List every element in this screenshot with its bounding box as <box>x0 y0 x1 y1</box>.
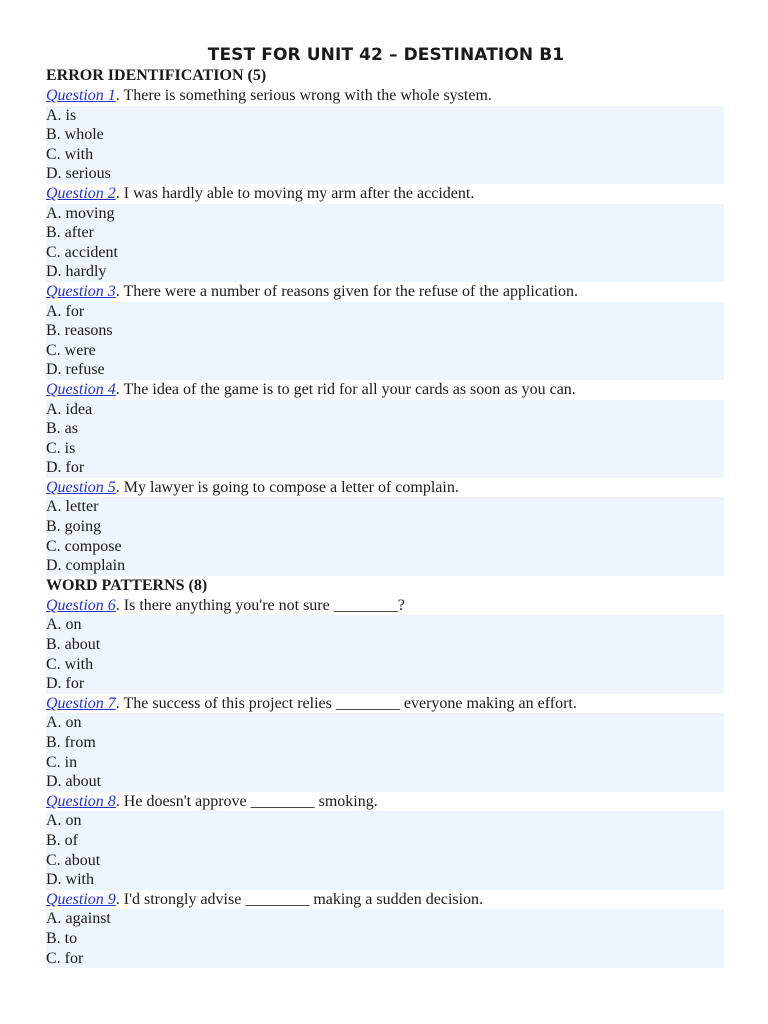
test-document <box>46 44 724 968</box>
option-b: B. from <box>46 734 96 751</box>
question-stem <box>46 478 724 498</box>
question-text: . He doesn't approve ________ smoking. <box>115 792 378 810</box>
option-b: B. after <box>46 224 94 242</box>
question-link[interactable]: Question 7 <box>46 694 116 712</box>
option-b: B. to <box>46 929 78 947</box>
option-a: A. against <box>46 910 111 928</box>
question-block <box>46 596 724 694</box>
options-list <box>46 400 724 478</box>
option-d: D. refuse <box>46 361 105 379</box>
question-link[interactable]: Question 8 <box>46 792 116 810</box>
section-heading: ERROR IDENTIFICATION (5) <box>46 67 267 84</box>
question-link[interactable]: Question 9 <box>46 890 116 908</box>
question-block <box>46 478 724 576</box>
option-d: D. complain <box>46 557 126 575</box>
option-c: C. for <box>46 949 84 967</box>
option-b: B. going <box>46 518 102 536</box>
section-word-patterns <box>46 576 724 968</box>
option-d: D. about <box>46 773 102 791</box>
options-list <box>46 615 724 693</box>
question-stem <box>46 86 724 106</box>
question-link[interactable]: Question 3 <box>46 282 116 300</box>
question-link[interactable]: Question 2 <box>46 184 116 202</box>
option-d: D. serious <box>46 165 111 183</box>
question-block <box>46 792 724 890</box>
question-block <box>46 282 724 380</box>
option-b: B. as <box>46 420 78 438</box>
question-text: . The success of this project relies ________ everyone making an effort. <box>115 694 577 712</box>
option-d: D. for <box>46 459 85 477</box>
option-a: A. on <box>46 714 82 732</box>
option-c: C. accident <box>46 243 118 261</box>
option-b: B. whole <box>46 126 104 144</box>
option-b: B. about <box>46 636 101 654</box>
question-block <box>46 184 724 282</box>
option-a: A. is <box>46 106 77 124</box>
question-text: . There is something serious wrong with the whole system. <box>115 87 492 104</box>
option-c: C. with <box>46 145 94 163</box>
question-link[interactable]: Question 5 <box>46 478 116 496</box>
option-d: D. with <box>46 871 94 889</box>
question-text: . My lawyer is going to compose a letter of complain. <box>115 478 459 496</box>
question-block <box>46 890 724 968</box>
question-link[interactable]: Question 6 <box>46 596 116 614</box>
question-text: . I'd strongly advise ________ making a sudden decision. <box>115 890 484 908</box>
question-link[interactable]: Question 4 <box>46 380 116 398</box>
options-list <box>46 106 724 184</box>
question-stem <box>46 890 724 910</box>
options-list <box>46 497 724 575</box>
option-a: A. on <box>46 812 82 830</box>
options-list <box>46 811 724 889</box>
question-text: . There were a number of reasons given for the refuse of the application. <box>115 282 578 300</box>
option-a: A. for <box>46 302 85 320</box>
option-c: C. about <box>46 851 101 869</box>
question-block <box>46 694 724 792</box>
option-c: C. were <box>46 341 96 359</box>
question-stem <box>46 184 724 204</box>
option-c: C. with <box>46 655 94 673</box>
question-text: . I was hardly able to moving my arm after the accident. <box>115 184 475 202</box>
options-list <box>46 302 724 380</box>
question-text: . The idea of the game is to get rid for all your cards as soon as you can. <box>115 380 576 398</box>
question-stem <box>46 282 724 302</box>
option-d: D. for <box>46 675 85 693</box>
options-list <box>46 909 724 968</box>
option-c: C. is <box>46 439 76 457</box>
question-stem <box>46 596 724 616</box>
section-error-identification <box>46 66 724 576</box>
document-title: TEST FOR UNIT 42 – DESTINATION B1 <box>207 45 565 65</box>
option-a: A. moving <box>46 204 115 222</box>
question-stem <box>46 380 724 400</box>
question-text: . Is there anything you're not sure ________? <box>115 596 405 614</box>
options-list <box>46 713 724 791</box>
option-b: B. reasons <box>46 322 113 340</box>
question-stem <box>46 792 724 812</box>
option-a: A. on <box>46 616 82 634</box>
question-block <box>46 86 724 184</box>
question-block <box>46 380 724 478</box>
option-c: C. in <box>46 753 78 771</box>
section-heading: WORD PATTERNS (8) <box>46 576 208 594</box>
option-d: D. hardly <box>46 263 107 281</box>
options-list <box>46 204 724 282</box>
question-stem <box>46 694 724 714</box>
option-b: B. of <box>46 831 78 849</box>
option-a: A. idea <box>46 400 93 418</box>
option-c: C. compose <box>46 537 122 555</box>
option-a: A. letter <box>46 498 99 516</box>
question-link[interactable]: Question 1 <box>46 87 116 104</box>
